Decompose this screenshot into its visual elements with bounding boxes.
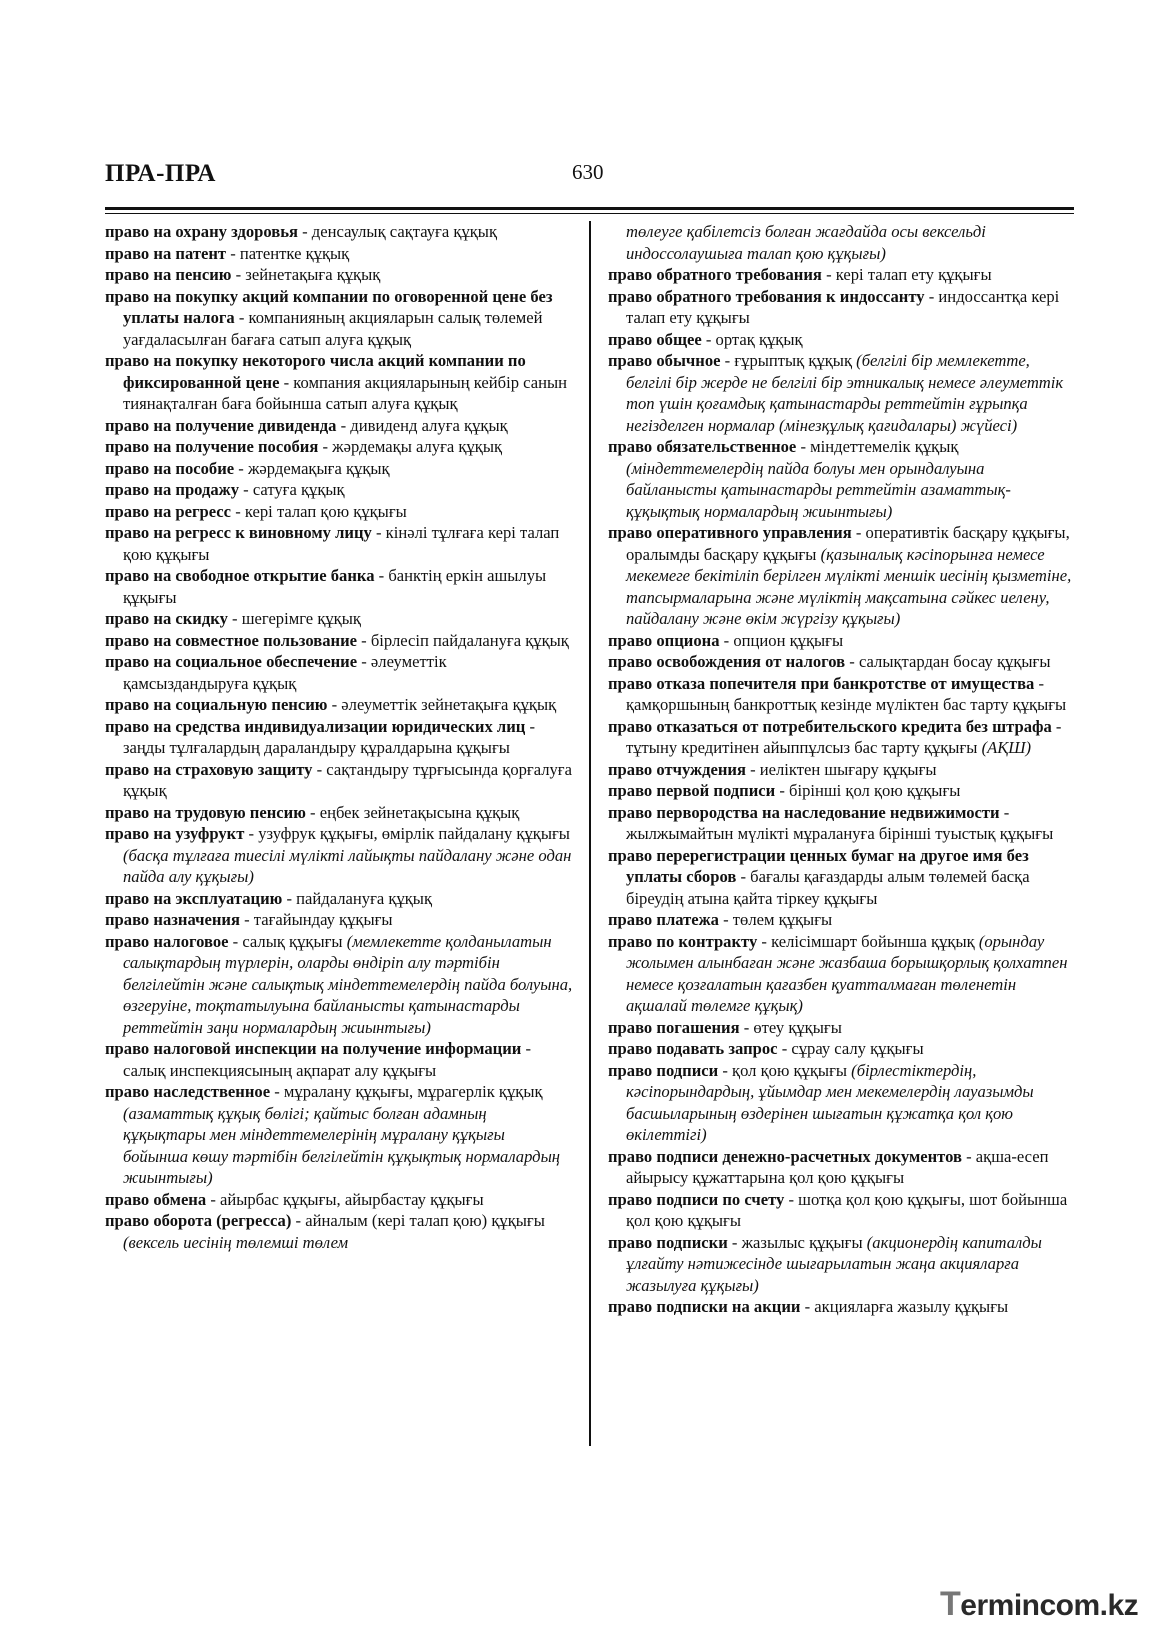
entry-term: право отказаться от потребительского кредита без штрафа [608, 716, 1052, 736]
dictionary-entry [105, 759, 573, 802]
entry-term: право подписи денежно-расчетных документов [608, 1146, 962, 1166]
dictionary-entry [105, 931, 573, 1039]
entry-term: право на средства индивидуализации юридических лиц [105, 716, 526, 736]
page-number: 630 [572, 160, 604, 184]
entry-translation: - айырбас құқығы, айырбастау құқығы [206, 1189, 484, 1209]
entry-translation: - жәрдемақы алуға құқық [318, 437, 503, 456]
dictionary-entry [105, 1038, 573, 1081]
entry-note: (мемлекетте қолданылатын салықтардың түрлерін, оларды өндіріп алу тәртібін белгілейтін және салықтық міндеттемелердің пайда болуына, өзгеруіне, тоқтатылуына байланысты қатынастарды реттейтін заңи нормалардың жиынтығы) [123, 931, 573, 1037]
entry-term: право налоговой инспекции на получение информации [105, 1039, 522, 1058]
entry-translation: - акцияларға жазылу құқығы [800, 1297, 1009, 1316]
dictionary-entry [105, 501, 573, 523]
entry-note: (міндеттемелердің пайда болуы мен орындалуына байланысты қатынастарды реттейтін азаматтық-құқықтық нормалардың жиынтығы) [626, 458, 1011, 521]
dictionary-entry [105, 909, 573, 931]
dictionary-entry [608, 1296, 1076, 1318]
dictionary-entry [608, 845, 1076, 910]
entry-term: право первой подписи [608, 781, 776, 800]
entry-translation: - опцион құқығы [719, 630, 844, 650]
entry-term: право на охрану здоровья [105, 222, 298, 241]
entry-translation: - шотқа қол қою құқығы, шот бойынша қол қою құқығы [626, 1189, 1068, 1230]
entry-note: (орындау жолымен алынбаған және жазбаша борышқорлық қолхатпен немесе қозғалатын қағазбен қуатталмаған төленетін ақшалай төлемге құқық) [626, 931, 1068, 1015]
entry-term: право общее [608, 329, 702, 349]
entry-note: (басқа тұлғаға тиесілі мүлікті лайықты пайдалану және одан пайда алу құқығы) [123, 845, 572, 886]
dictionary-entry [608, 1232, 1076, 1297]
dictionary-entry [105, 716, 573, 759]
entry-term: право на пособие [105, 458, 235, 478]
entry-translation: - оперативтік басқару құқығы, оралымды басқару құқығы [626, 523, 1070, 564]
dictionary-entry [105, 651, 573, 694]
entry-translation: - тұтыну кредитінен айыппұлсыз бас тарту құқығы [626, 716, 1062, 757]
entry-term: право налоговое [105, 931, 229, 951]
entry-term: право обмена [105, 1189, 207, 1209]
dictionary-entry [105, 888, 573, 910]
entry-term: право обязательственное [608, 437, 797, 456]
entry-translation: - әлеуметтік зейнетақыға құқық [327, 695, 557, 714]
left-column [105, 221, 573, 1253]
entry-translation: - кінәлі тұлғаға кері талап қою құқығы [123, 523, 560, 564]
entry-translation: - сұрау салу құқығы [777, 1039, 924, 1058]
entry-translation: - узуфрук құқығы, өмірлік пайдалану құқығы [244, 824, 570, 843]
entry-term: право на покупку акций компании по оговоренной цене без уплаты налога [105, 286, 553, 327]
dictionary-entry [608, 909, 1076, 931]
logo-mark: T [940, 1585, 961, 1623]
entry-note: (АҚШ) [981, 738, 1032, 757]
entry-translation: - өтеу құқығы [739, 1017, 842, 1037]
entry-term: право по контракту [608, 931, 758, 951]
entry-term: право на свободное открытие банка [105, 566, 375, 585]
entry-term: право на социальное обеспечение [105, 652, 358, 671]
entry-term: право на покупку некоторого числа акций компании по фиксированной цене [105, 351, 526, 392]
entry-term: право подписки [608, 1232, 728, 1252]
entry-term: право подписи [608, 1060, 719, 1080]
entry-note: (бірлестіктердің, кәсіпорындардың, ұйымдар мен мекемелердің лауазымды басшыларының өздерінен шығатын құжатқа қол қою өкілеттігі) [626, 1060, 1034, 1144]
dictionary-entry [608, 673, 1076, 716]
entry-translation: - жылжымайтын мүлікті мұралануға бірінші туыстық құқығы [626, 802, 1054, 843]
dictionary-entry [608, 350, 1076, 436]
entry-translation: - мұралану құқығы, мұрагерлік құқық [270, 1082, 543, 1101]
page-header-title: ПРА-ПРА [105, 160, 216, 187]
dictionary-entry [105, 1189, 573, 1211]
entry-translation: - заңды тұлғалардың дараландыру құралдарына құқығы [123, 716, 536, 757]
entry-translation: - қамқоршының банкроттық кезінде мүліктен бас тарту құқығы [626, 673, 1067, 714]
entry-term: право опциона [608, 630, 720, 650]
entry-translation: - жазылыс құқығы [727, 1232, 867, 1252]
dictionary-entry [608, 264, 1076, 286]
dictionary-entry [608, 522, 1076, 630]
entry-translation: - ғұрыптық құқық [720, 351, 857, 370]
entry-term: право на совместное пользование [105, 630, 357, 650]
entry-translation: - еңбек зейнетақысына құқық [305, 802, 520, 822]
dictionary-entry [608, 286, 1076, 329]
entry-term: право на скидку [105, 609, 228, 628]
entry-term: право на регресс к виновному лицу [105, 523, 372, 542]
entry-term: право на страховую защиту [105, 759, 313, 779]
entry-term: право обратного требования [608, 265, 822, 284]
entry-translation: - бірлесіп пайдалануға құқық [357, 630, 569, 650]
entry-translation: - патентке құқық [226, 243, 350, 263]
entry-term: право на получение дивиденда [105, 415, 337, 435]
entry-translation: - төлем құқығы [718, 910, 833, 929]
entry-term: право на продажу [105, 480, 240, 499]
dictionary-entry [608, 931, 1076, 1017]
dictionary-entry [105, 522, 573, 565]
entry-term: право первородства на наследование недвижимости [608, 802, 1000, 822]
entry-translation: - айналым (кері талап қою) құқығы [291, 1211, 545, 1230]
dictionary-entry [105, 479, 573, 501]
entry-translation: - сатуға құқық [239, 480, 345, 499]
entry-translation: - жәрдемақыға құқық [234, 458, 390, 478]
dictionary-entry [608, 1189, 1076, 1232]
dictionary-entry [608, 630, 1076, 652]
entry-term: право подписки на акции [608, 1297, 801, 1316]
entry-translation: - тағайындау құқығы [239, 910, 393, 929]
dictionary-entry [105, 565, 573, 608]
dictionary-entry [608, 1038, 1076, 1060]
logo-text: ermincom.kz [960, 1589, 1139, 1622]
entry-translation: - салық инспекциясының ақпарат алу құқығы [123, 1039, 531, 1080]
dictionary-entry [608, 802, 1076, 845]
dictionary-entry [105, 350, 573, 415]
entry-translation: - әлеуметтік қамсыздандыруға құқық [123, 652, 447, 693]
entry-translation: - бірінші қол қою құқығы [775, 781, 961, 800]
entry-term: право на узуфрукт [105, 824, 245, 843]
entry-translation: - сақтандыру тұрғысында қорғалуға құқық [123, 759, 572, 800]
entry-translation: - зейнетақыға құқық [231, 265, 381, 284]
entry-note: (вексель иесінің төлемші төлем [123, 1232, 349, 1252]
dictionary-entry [105, 608, 573, 630]
dictionary-entry [608, 759, 1076, 781]
entry-note: (қазыналық кәсіпорынға немесе мекемеге бекітіліп берілген мүлікті меншік иесінің қызметіне, тапсырмаларына және мүліктің мақсатына сәйкес иелену, пайдалану және өкім жүргізу құқығы) [626, 544, 1072, 628]
entry-translation: - денсаулық сақтауға құқық [297, 222, 498, 241]
entry-translation: - ортақ құқық [701, 329, 803, 349]
entry-term: право подавать запрос [608, 1039, 778, 1058]
entry-translation: - міндеттемелік құқық [796, 437, 959, 456]
entry-translation: - кері талап қою құқығы [231, 501, 407, 521]
entry-term: право перерегистрации ценных бумаг на другое имя без уплаты сборов [608, 845, 1029, 886]
dictionary-entry [105, 630, 573, 652]
entry-term: право обычное [608, 351, 721, 370]
entry-translation: - бағалы қағаздарды алым төлемей басқа біреудің атына қайта тіркеу құқығы [626, 867, 1030, 908]
header-rule-thin [105, 213, 1074, 214]
entry-translation: - шегерімге құқық [227, 609, 361, 628]
entry-translation: - пайдалануға құқық [282, 888, 433, 908]
dictionary-entry [105, 286, 573, 351]
dictionary-entry [608, 1060, 1076, 1146]
entry-term: право на трудовую пенсию [105, 802, 306, 822]
dictionary-entry [105, 1081, 573, 1189]
entry-term: право освобождения от налогов [608, 652, 846, 671]
entry-term: право наследственное [105, 1082, 271, 1101]
entry-translation: - келісімшарт бойынша құқық [757, 931, 979, 951]
entry-translation: - ақша-есеп айырысу құжаттарына қол қою құқығы [626, 1146, 1049, 1187]
entry-term: право на эксплуатацию [105, 888, 283, 908]
entry-term: право погашения [608, 1017, 740, 1037]
dictionary-entry [105, 823, 573, 888]
entry-translation: - индоссантқа кері талап ету құқығы [626, 286, 1060, 327]
entry-term: право платежа [608, 910, 719, 929]
dictionary-entry [105, 243, 573, 265]
entry-translation: - қол қою құқығы [718, 1060, 852, 1080]
entry-translation: - компанияның акцияларын салық төлемей уағдаласылған бағаға сатып алуға құқық [123, 308, 543, 349]
dictionary-entry [608, 1146, 1076, 1189]
entry-term: право на получение пособия [105, 437, 319, 456]
entry-note: (акционердің капиталды ұлғайту нәтижесінде шығарылатын жаңа акцияларға жазылуға құқығы) [626, 1232, 1042, 1295]
column-divider [589, 221, 591, 1446]
dictionary-entry [105, 221, 573, 243]
entry-term: право оборота (регресса) [105, 1211, 292, 1230]
entry-term: право на регресс [105, 501, 232, 521]
continuation-text: төлеуге қабілетсіз болған жағдайда осы вексельді индоссолаушыға талап қою құқығы) [626, 222, 986, 263]
dictionary-entry [608, 436, 1076, 522]
entry-translation: - иеліктен шығару құқығы [745, 759, 937, 779]
right-column [608, 221, 1076, 1318]
entry-translation: - кері талап ету құқығы [821, 265, 992, 284]
entry-term: право на социальную пенсию [105, 695, 328, 714]
dictionary-entry [105, 264, 573, 286]
entry-term: право отчуждения [608, 759, 746, 779]
entry-translation: - салықтардан босау құқығы [845, 652, 1051, 671]
header-rule-thick [105, 207, 1074, 210]
dictionary-entry [105, 415, 573, 437]
entry-note: (белгілі бір мемлекетте, белгілі бір жерде не белгілі бір этникалық немесе әлеуметтік топ үшін қоғамдық қатынастарды реттейтін ғұрыпқа негізделген нормалар (мінезқұлық қағидалары) жүйесі) [626, 351, 1064, 435]
entry-term: право подписи по счету [608, 1189, 785, 1209]
entry-translation: - салық құқығы [228, 931, 347, 951]
entry-translation: - дивиденд алуға құқық [336, 415, 508, 435]
dictionary-entry [608, 329, 1076, 351]
dictionary-entry [608, 780, 1076, 802]
entry-translation: - компания акцияларының кейбір санын тиянақталған баға бойынша сатып алуға құқық [123, 372, 567, 413]
entry-term: право отказа попечителя при банкротстве от имущества [608, 673, 1035, 693]
entry-term: право оперативного управления [608, 523, 852, 542]
dictionary-entry [608, 1017, 1076, 1039]
entry-term: право обратного требования к индоссанту [608, 286, 925, 306]
dictionary-entry [105, 802, 573, 824]
entry-term: право на патент [105, 243, 227, 263]
termincom-logo [940, 1585, 1138, 1624]
entry-translation: - банктің еркін ашылуы құқығы [123, 566, 547, 607]
dictionary-entry [105, 436, 573, 458]
dictionary-entry [105, 694, 573, 716]
entry-term: право на пенсию [105, 265, 232, 284]
entry-term: право назначения [105, 910, 240, 929]
dictionary-entry [608, 651, 1076, 673]
dictionary-entry [608, 716, 1076, 759]
dictionary-entry [105, 1210, 573, 1253]
entry-note: (азаматтық құқық бөлігі; қайтыс болған адамның құқықтары мен міндеттемелерінің мұралану құқығы бойынша көшу тәртібін белгілейтін құқықтық нормалардың жиынтығы) [123, 1103, 561, 1187]
dictionary-entry [105, 458, 573, 480]
